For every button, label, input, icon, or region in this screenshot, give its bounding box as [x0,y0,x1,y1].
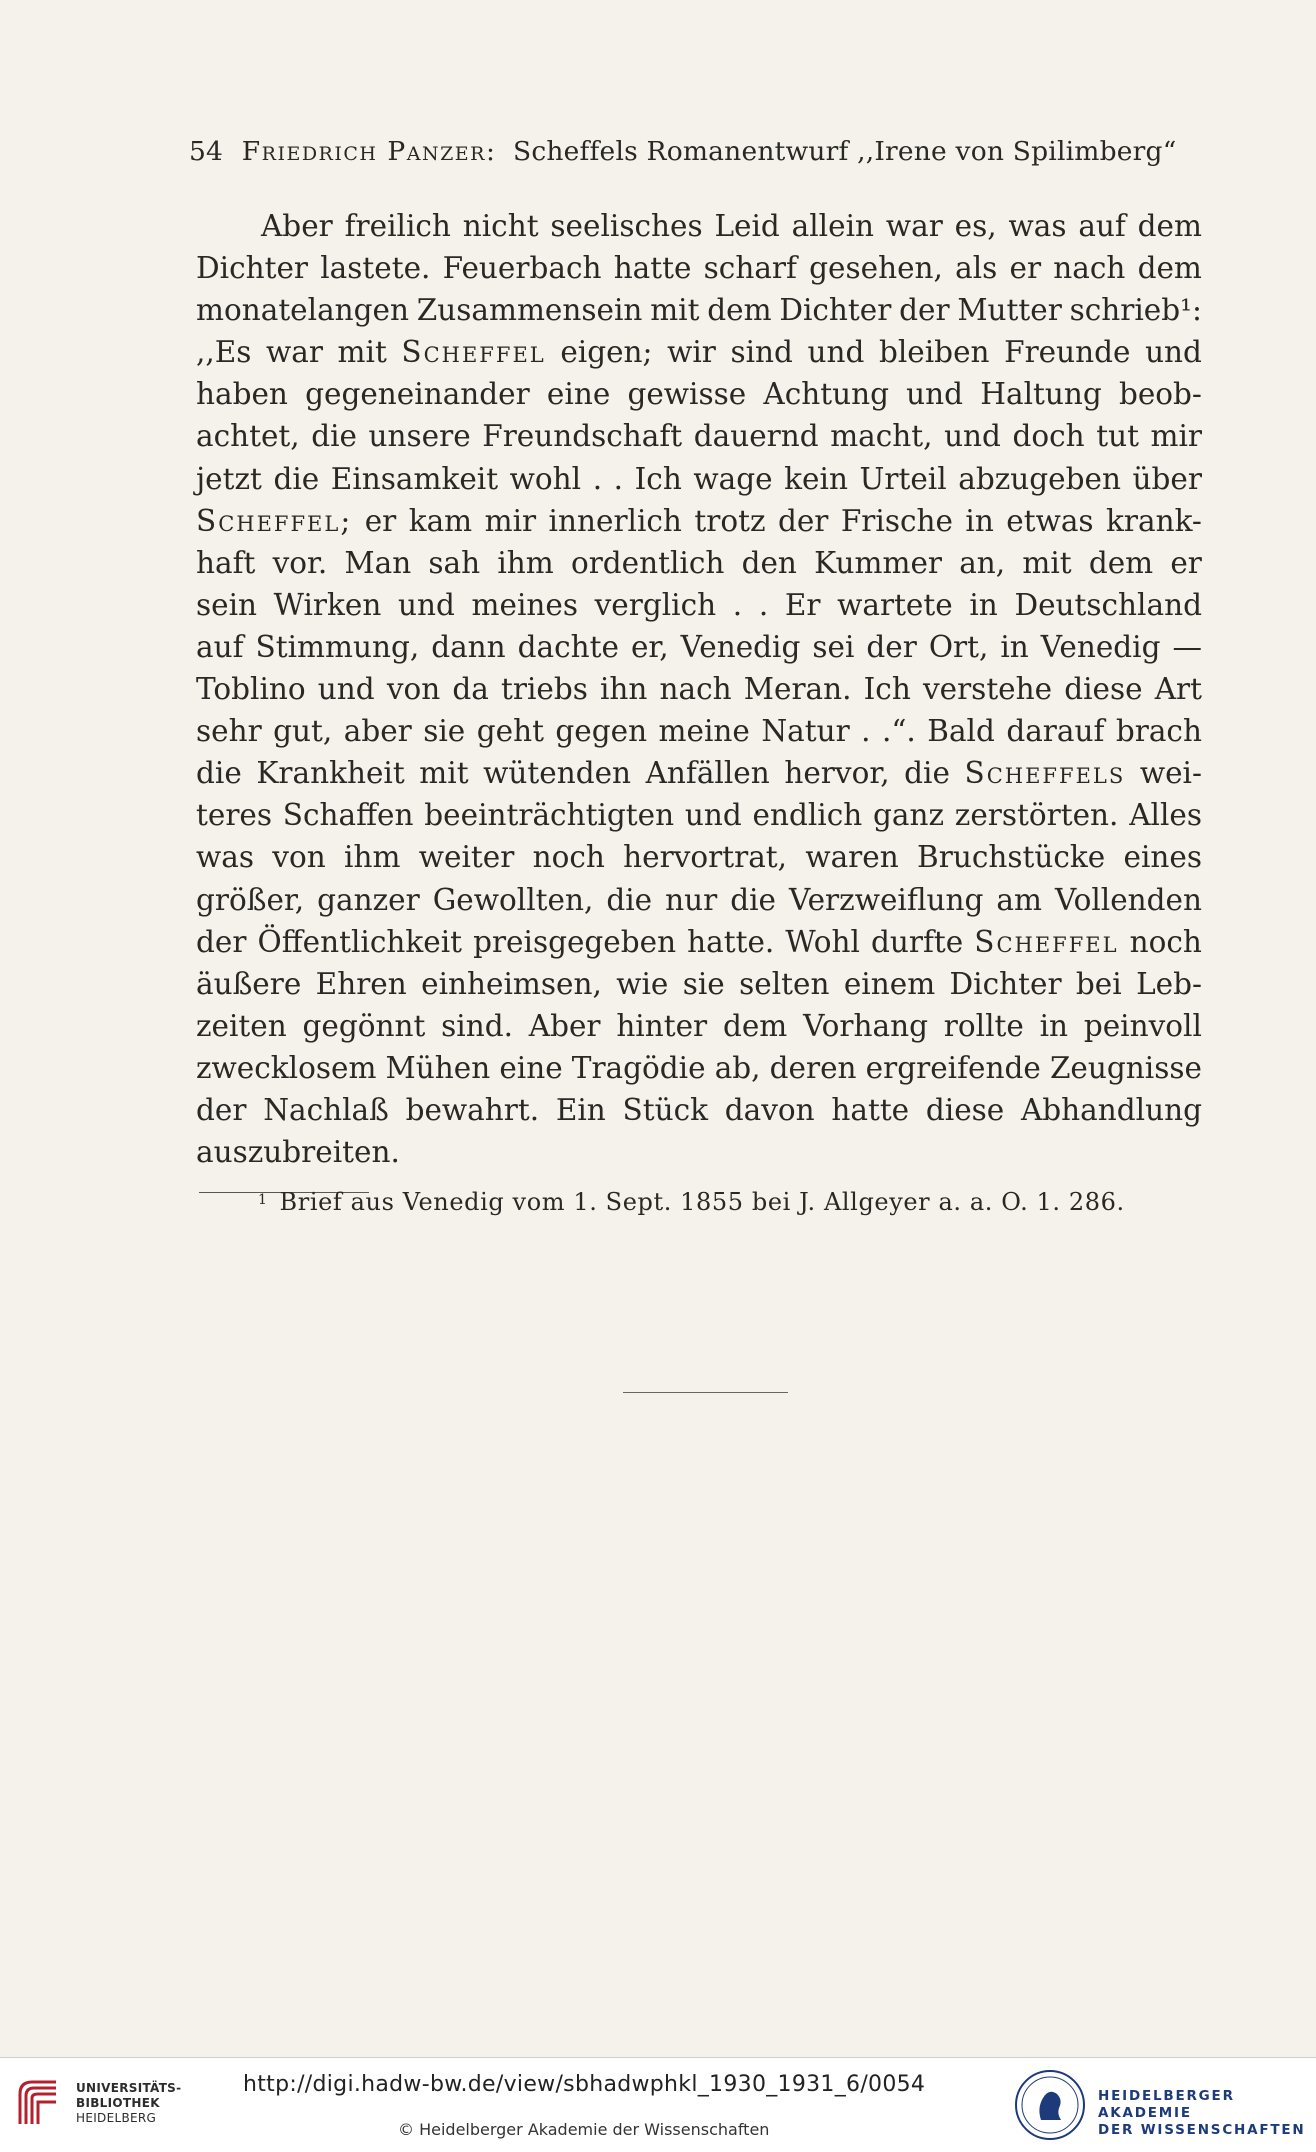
academy-line-2: DER WISSENSCHAFTEN [1098,2122,1306,2138]
body-paragraph [196,205,1202,1173]
footnote-text: Brief aus Venedig vom 1. Sept. 1855 bei J. Allgeyer a. a. O. 1. 286. [279,1188,1125,1216]
header-author: Friedrich Panzer: [241,136,497,167]
text-line: die Krankheit mit wütenden Anfällen hervor, die Scheffels wei- [196,756,1202,791]
page-number: 54 [189,136,224,167]
ub-heidelberg-logo-icon [12,2072,72,2132]
academy-name [1098,2088,1316,2139]
footer-bar [0,2057,1316,2152]
library-line-3: HEIDELBERG [76,2111,157,2125]
text-line: Dichter lastete. Feuerbach hatte scharf gesehen, als er nach dem [196,251,1202,286]
header-title: Scheffels Romanentwurf ,,Irene von Spilimberg“ [513,136,1177,167]
hadw-seal-icon [1013,2068,1087,2142]
text-line: teres Schaffen beeinträchtigten und endlich ganz zerstörten. Alles [196,798,1202,833]
academy-line-1: HEIDELBERGER AKADEMIE [1098,2088,1235,2121]
text-line: monatelangen Zusammensein mit dem Dichter der Mutter schrieb¹: [196,293,1202,328]
text-line: jetzt die Einsamkeit wohl . . Ich wage kein Urteil abzugeben über [196,461,1202,496]
text-line: auf Stimmung, dann dachte er, Venedig sei der Ort, in Venedig — [196,629,1202,664]
text-line: was von ihm weiter noch hervortrat, waren Bruchstücke eines [196,840,1202,875]
text-line: Scheffel; er kam mir innerlich trotz der Frische in etwas krank- [196,503,1202,538]
running-header [189,136,1177,167]
text-line: der Öffentlichkeit preisgegeben hatte. Wohl durfte Scheffel noch [196,924,1202,959]
library-line-2: BIBLIOTHEK [76,2096,160,2110]
text-line: der Nachlaß bewahrt. Ein Stück davon hatte diese Abhandlung [196,1092,1202,1127]
text-line: Aber freilich nicht seelisches Leid allein war es, was auf dem [261,209,1202,243]
text-line: ,,Es war mit Scheffel eigen; wir sind und bleiben Freunde und [196,335,1202,370]
text-line: haft vor. Man sah ihm ordentlich den Kummer an, mit dem er [196,545,1202,580]
footnote-marker: 1 [258,1192,268,1208]
text-line: haben gegeneinander eine gewisse Achtung und Haltung beob- [196,377,1202,412]
footnote [258,1188,1205,1216]
text-line: auszubreiten. [196,1135,400,1170]
text-line: äußere Ehren einheimsen, wie sie selten einem Dichter bei Leb- [196,966,1202,1001]
text-line: zwecklosem Mühen eine Tragödie ab, deren ergreifende Zeugnisse [196,1050,1202,1085]
text-line: größer, ganzer Gewollten, die nur die Verzweiflung am Vollenden [196,882,1202,917]
end-rule [623,1392,788,1393]
text-line: achtet, die unsere Freundschaft dauernd macht, und doch tut mir [196,419,1202,454]
permalink-url[interactable]: http://digi.hadw-bw.de/view/sbhadwphkl_1930_1931_6/0054 [243,2072,926,2097]
text-line: zeiten gegönnt sind. Aber hinter dem Vorhang rollte in peinvoll [196,1008,1202,1043]
library-line-1: UNIVERSITÄTS- [76,2081,182,2095]
text-line: sehr gut, aber sie geht gegen meine Natur . .“. Bald darauf brach [196,714,1202,749]
text-line: Toblino und von da triebs ihn nach Meran. Ich verstehe diese Art [196,672,1202,707]
copyright-notice: © Heidelberger Akademie der Wissenschaften [398,2120,770,2139]
library-name [76,2081,181,2126]
text-line: sein Wirken und meines verglich . . Er wartete in Deutschland [196,587,1202,622]
